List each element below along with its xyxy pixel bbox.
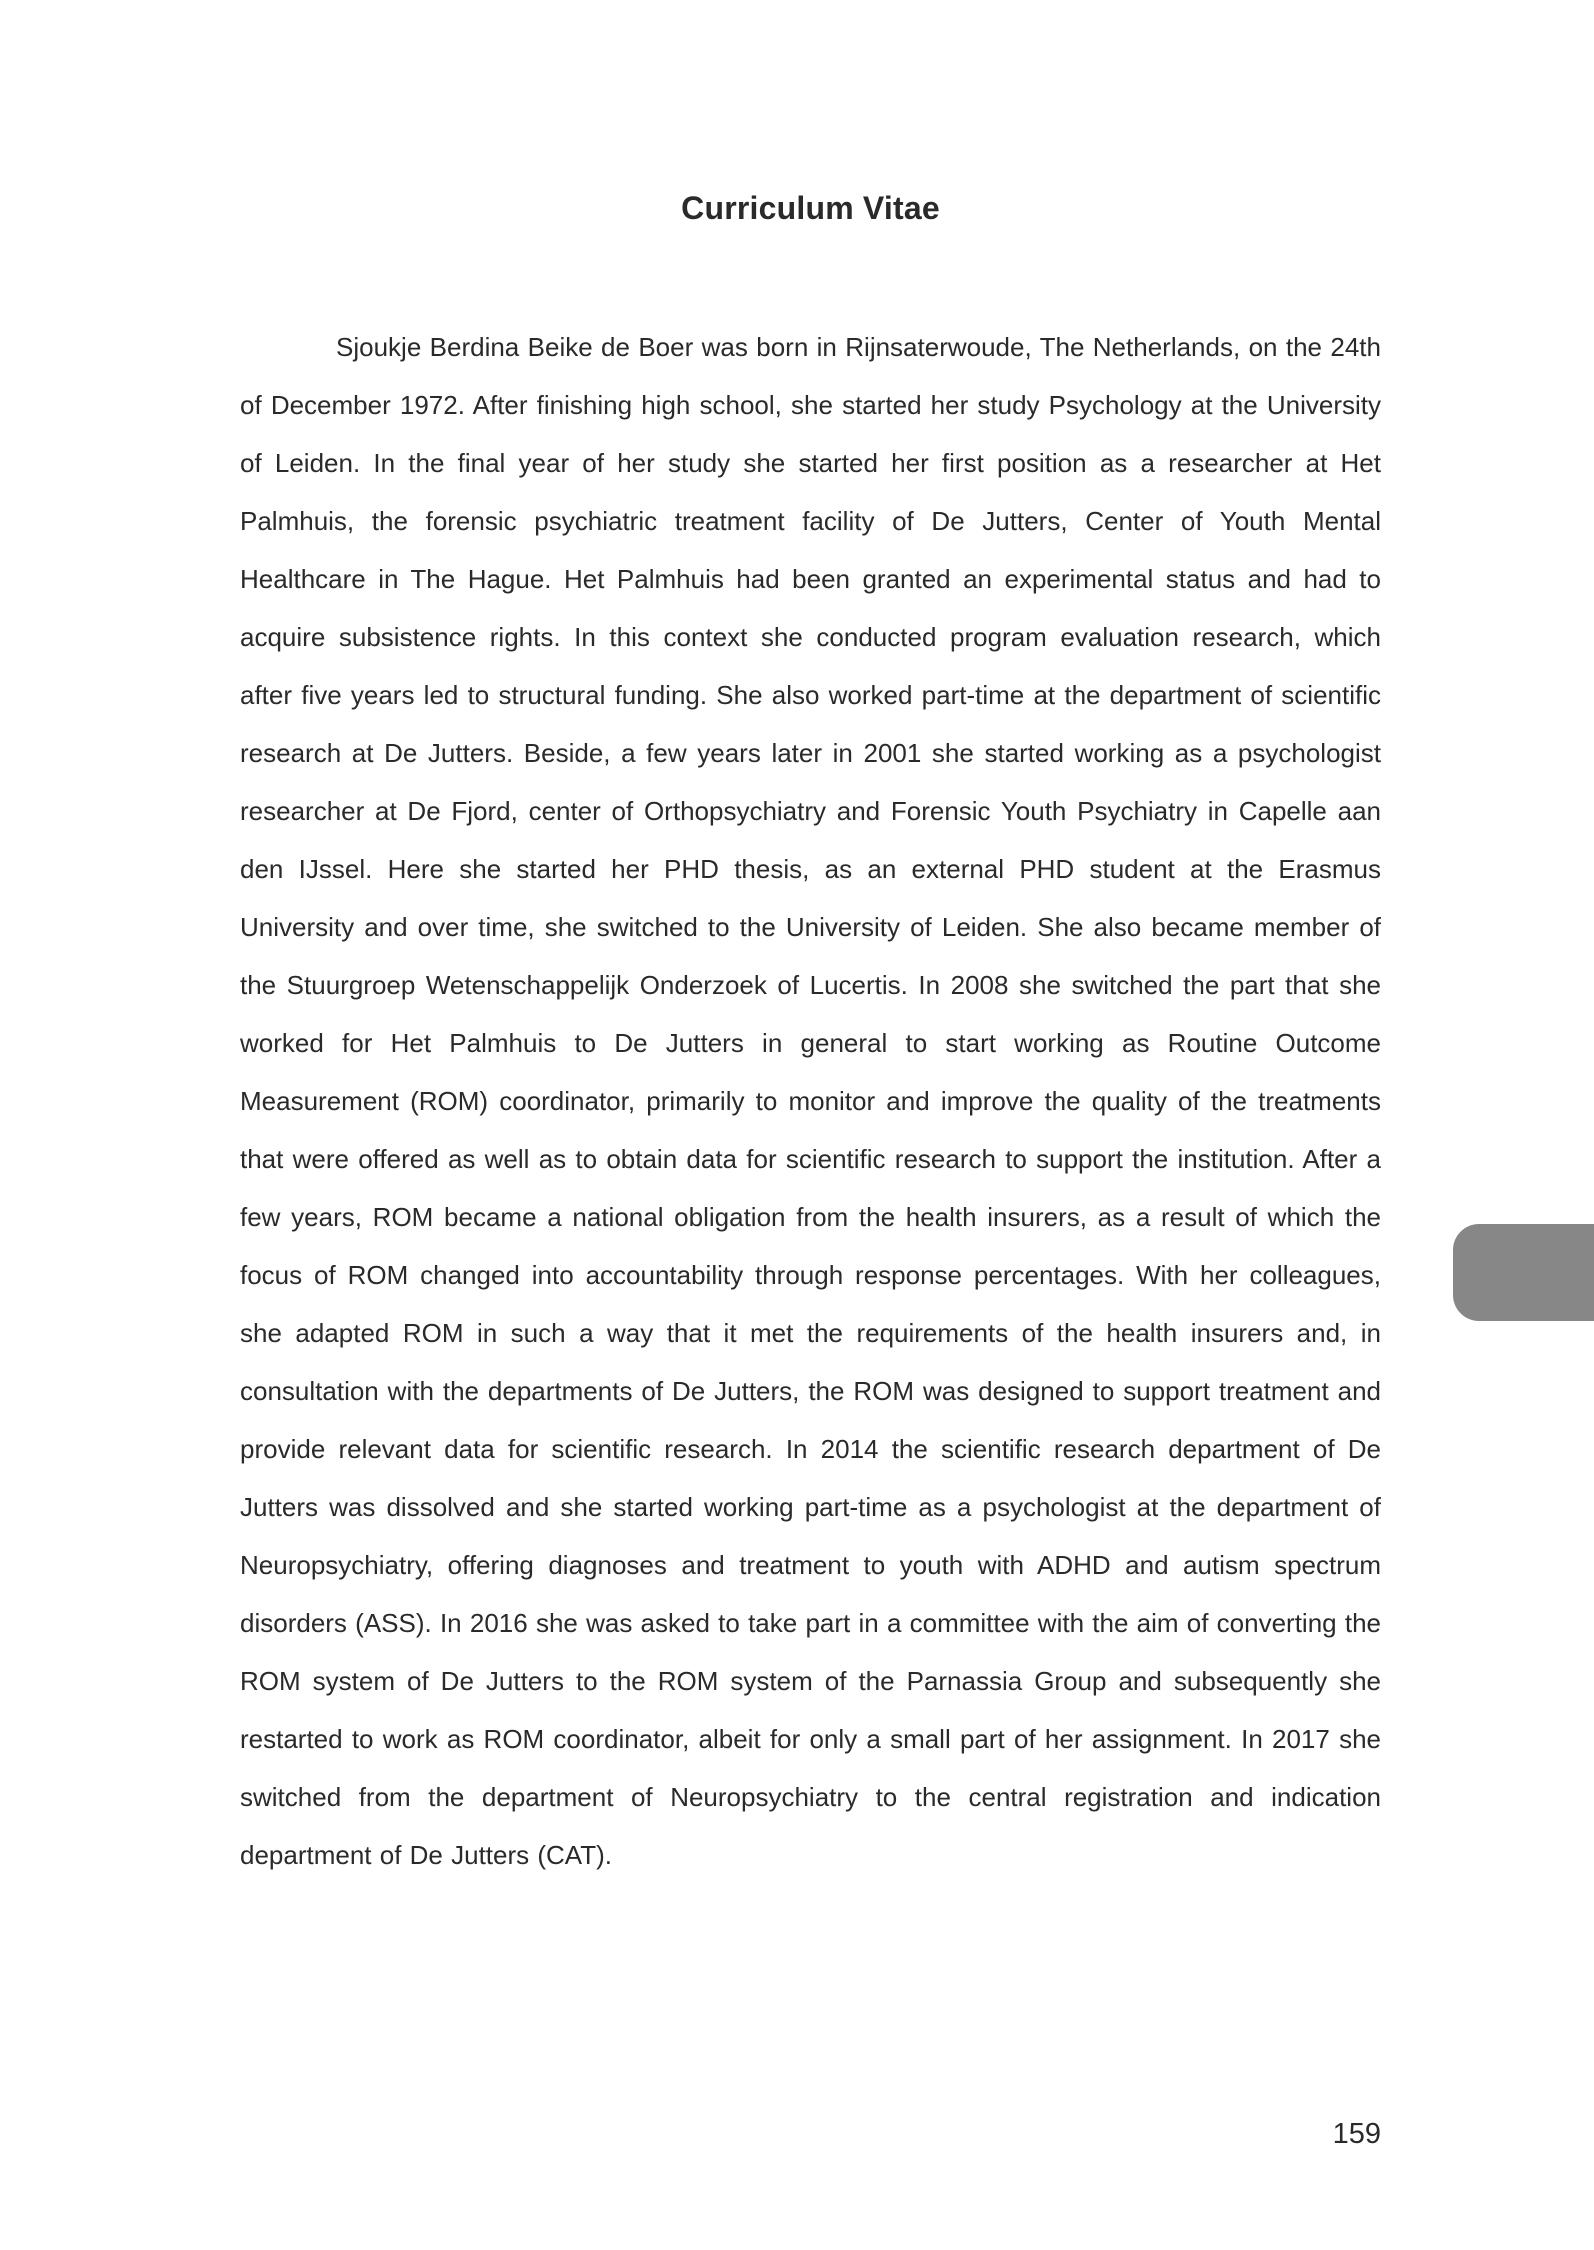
cv-body-paragraph: Sjoukje Berdina Beike de Boer was born in Rijnsaterwoude, The Netherlands, on the 24th of December 1972. After finishing high school, she started her study Psychology at the University of Leiden. In the final year of her study she started her first position as a researcher at Het Palmhuis, the forensic psychiatric treatment facility of De Jutters, Center of Youth Mental Healthcare in The Hague. Het Palmhuis had been granted an experimental status and had to acquire subsistence rights. In this context she conducted program evaluation research, which after five years led to structural funding. She also worked part-time at the department of scientific research at De Jutters. Beside, a few years later in 2001 she started working as a psychologist researcher at De Fjord, center of Orthopsychiatry and Forensic Youth Psychiatry in Capelle aan den IJssel. Here she started her PHD thesis, as an external PHD student at the Erasmus University and over time, she switched to the University of Leiden. She also became member of the Stuurgroep Wetenschappelijk Onderzoek of Lucertis. In 2008 she switched the part that she worked for Het Palmhuis to De Jutters in general to start working as Routine Outcome Measurement (ROM) coordinator, primarily to monitor and improve the quality of the treatments that were offered as well as to obtain data for scientific research to support the institution. After a few years, ROM became a national obligation from the health insurers, as a result of which the focus of ROM changed into accountability through response percentages. With her colleagues, she adapted ROM in such a way that it met the requirements of the health insurers and, in consultation with the departments of De Jutters, the ROM was designed to support treatment and provide relevant data for scientific research. In 2014 the scientific research department of De Jutters was dissolved and she started working part-time as a psychologist at the department of Neuropsychiatry, offering diagnoses and treatment to youth with ADHD and autism spectrum disorders (ASS). In 2016 she was asked to take part in a committee with the aim of converting the ROM system of De Jutters to the ROM system of the Parnassia Group and subsequently she restarted to work as ROM coordinator, albeit for only a small part of her assignment. In 2017 she switched from the department of Neuropsychiatry to the central registration and indication department of De Jutters (CAT).	[240, 332, 1381, 1870]
page-title: Curriculum Vitae	[681, 190, 940, 226]
page-number: 159	[1332, 2118, 1381, 2150]
chapter-thumb-tab	[1453, 1224, 1594, 1321]
